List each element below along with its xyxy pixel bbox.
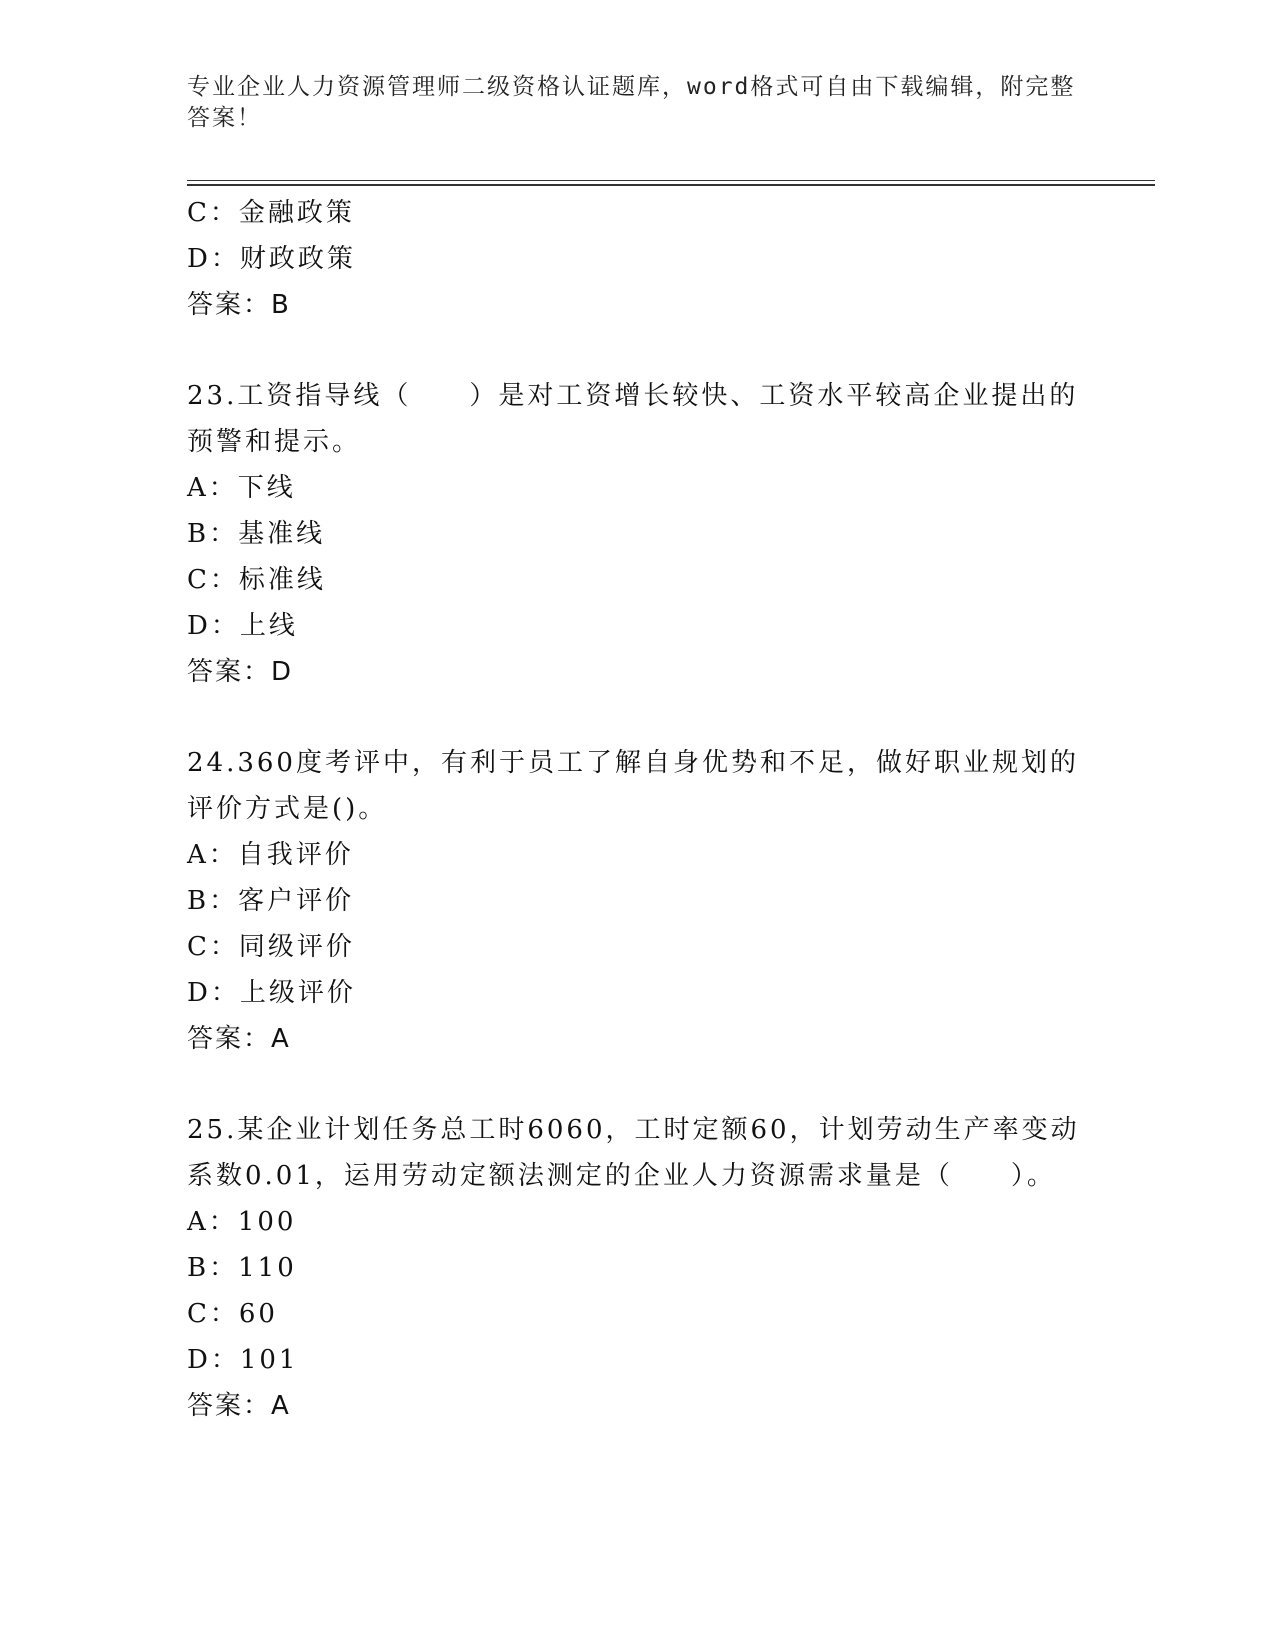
- option-c: C：同级评价: [187, 932, 355, 962]
- option-b: B：基准线: [187, 519, 326, 549]
- answer: 答案：A: [187, 1391, 291, 1421]
- option-d: D：上级评价: [187, 978, 356, 1008]
- question-24: [187, 740, 1087, 1062]
- question-list: [187, 190, 1087, 1429]
- question-22-partial: [187, 190, 1087, 328]
- answer: 答案：B: [187, 290, 291, 320]
- option-a: A：自我评价: [187, 840, 354, 870]
- option-c: C：60: [187, 1299, 278, 1329]
- question-text: 23.工资指导线（ ）是对工资增长较快、工资水平较高企业提出的预警和提示。: [187, 381, 1079, 457]
- document-header: 专业企业人力资源管理师二级资格认证题库，word格式可自由下载编辑，附完整答案！: [187, 74, 1076, 131]
- option-a: A：下线: [187, 473, 296, 503]
- option-b: B：客户评价: [187, 886, 355, 916]
- option-c: C：标准线: [187, 565, 326, 595]
- answer: 答案：D: [187, 657, 294, 687]
- question-text: 24.360度考评中，有利于员工了解自身优势和不足，做好职业规划的评价方式是()。: [187, 748, 1079, 824]
- option-d: D：财政政策: [187, 244, 356, 274]
- option-d: D：101: [187, 1345, 299, 1375]
- answer: 答案：A: [187, 1024, 291, 1054]
- option-a: A：100: [187, 1207, 297, 1237]
- header-divider-bottom: [187, 184, 1155, 186]
- option-b: B：110: [187, 1253, 297, 1283]
- question-text: 25.某企业计划任务总工时6060，工时定额60，计划劳动生产率变动系数0.01，运用劳动定额法测定的企业人力资源需求量是（ ）。: [187, 1115, 1080, 1191]
- option-c: C：金融政策: [187, 198, 355, 228]
- question-23: [187, 373, 1087, 695]
- option-d: D：上线: [187, 611, 298, 641]
- header-divider-top: [187, 180, 1155, 181]
- question-25: [187, 1107, 1087, 1429]
